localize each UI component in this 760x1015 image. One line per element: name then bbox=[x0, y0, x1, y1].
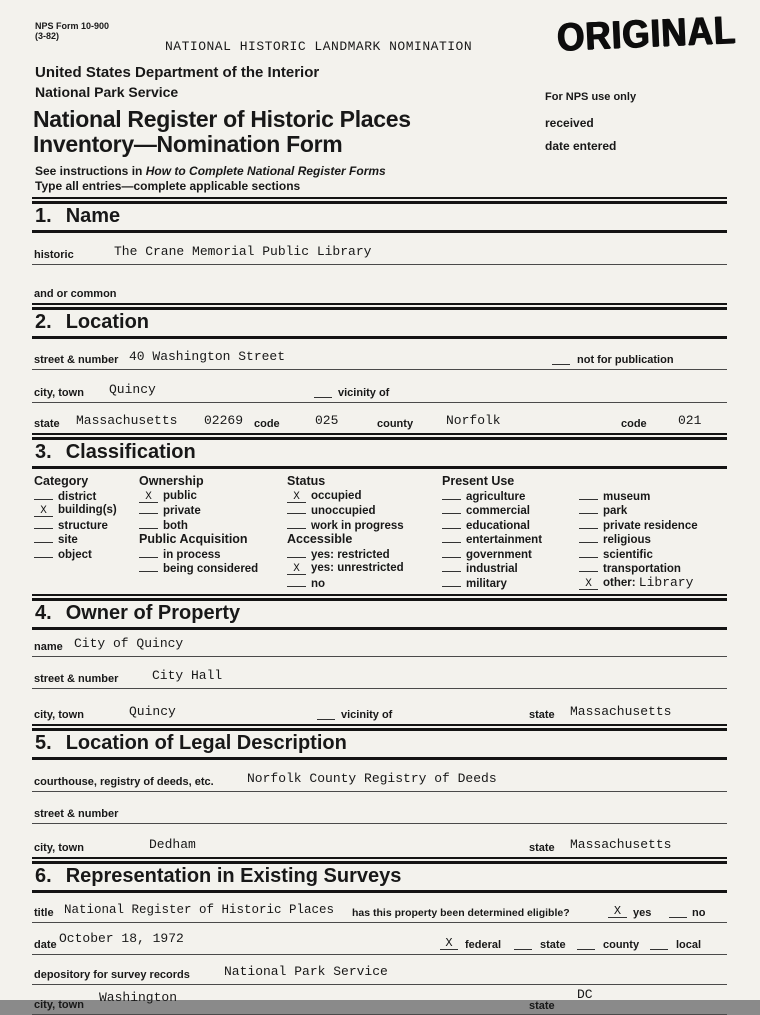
checkbox-commercial bbox=[442, 503, 461, 514]
label-yes-restricted: yes: restricted bbox=[311, 548, 390, 561]
field-state-county bbox=[32, 403, 727, 433]
section-number: 3. bbox=[35, 441, 52, 463]
section-title: Name bbox=[65, 205, 121, 227]
section-number: 1. bbox=[35, 205, 52, 227]
label-district: district bbox=[58, 490, 97, 503]
section-5-legal-heading bbox=[32, 724, 727, 760]
status-heading: Status bbox=[287, 474, 326, 488]
form-number bbox=[35, 21, 109, 41]
label-military: military bbox=[466, 577, 507, 590]
checkbox-structure bbox=[34, 518, 53, 529]
checkbox-private bbox=[139, 503, 158, 514]
vicinity-checkbox bbox=[317, 707, 335, 720]
not-for-publication-checkbox bbox=[552, 352, 570, 365]
field-city-town bbox=[32, 370, 727, 403]
ownership-heading: Ownership bbox=[139, 474, 204, 488]
column-spacer bbox=[579, 474, 698, 489]
not-for-publication-label: not for publication bbox=[577, 354, 674, 366]
class-item-scientific bbox=[579, 547, 698, 562]
eligible-yes-label: yes bbox=[633, 907, 652, 919]
checkbox-district bbox=[34, 489, 53, 500]
class-item-yes-restricted bbox=[287, 547, 404, 562]
section-title: Location of Legal Description bbox=[65, 732, 347, 754]
label-structure: structure bbox=[58, 519, 108, 532]
class-item-agriculture bbox=[442, 489, 542, 504]
name-value: City of Quincy bbox=[74, 636, 184, 651]
common-label: and or common bbox=[34, 288, 117, 300]
city-value: Quincy bbox=[109, 382, 156, 397]
checkbox-industrial bbox=[442, 561, 461, 572]
label-other: other: bbox=[603, 576, 636, 589]
section-1-name-heading bbox=[32, 197, 727, 233]
label-industrial: industrial bbox=[466, 563, 518, 575]
class-item-private-residence bbox=[579, 518, 698, 533]
section-4-owner-heading bbox=[32, 594, 727, 630]
present-use-column-1 bbox=[442, 474, 542, 590]
nps-use-only-label: For NPS use only bbox=[545, 91, 637, 103]
class-item-religious bbox=[579, 532, 698, 547]
section-number: 5. bbox=[35, 732, 52, 754]
local-option-label: local bbox=[676, 939, 702, 951]
label-being-considered: being considered bbox=[163, 563, 259, 575]
label-museum: museum bbox=[603, 490, 651, 503]
class-item-public bbox=[139, 489, 258, 504]
class-item-park bbox=[579, 503, 698, 518]
section-number: 2. bbox=[35, 311, 52, 333]
title-label: title bbox=[34, 907, 54, 919]
checkbox-transportation bbox=[579, 561, 598, 572]
instructions-prefix: See instructions in bbox=[35, 164, 146, 178]
label-private-residence: private residence bbox=[603, 519, 698, 532]
class-item-military bbox=[442, 576, 542, 591]
state-label: state bbox=[529, 709, 555, 721]
checkbox-buildings: X bbox=[34, 506, 53, 517]
form-header bbox=[0, 0, 760, 197]
field-courthouse bbox=[32, 760, 727, 792]
code2-label: code bbox=[621, 418, 647, 430]
form-number-line1: NPS Form 10-900 bbox=[35, 21, 110, 31]
label-private: private bbox=[163, 505, 201, 517]
eligible-yes-checkbox: X bbox=[608, 905, 627, 918]
state-option-label: state bbox=[540, 939, 566, 951]
street-value: 40 Washington Street bbox=[129, 349, 286, 364]
field-depository-city bbox=[32, 985, 727, 1015]
checkbox-scientific bbox=[579, 547, 598, 558]
checkbox-being-considered bbox=[139, 561, 158, 572]
section-title: Representation in Existing Surveys bbox=[65, 865, 402, 887]
checkbox-work-in-progress bbox=[287, 518, 306, 529]
state-value: Massachusetts bbox=[570, 837, 672, 852]
class-item-other bbox=[579, 576, 698, 591]
checkbox-yes-restricted bbox=[287, 547, 306, 558]
checkbox-occupied: X bbox=[287, 492, 306, 503]
instructions-line1 bbox=[35, 164, 386, 178]
checkbox-public: X bbox=[139, 492, 158, 503]
local-checkbox bbox=[650, 937, 668, 950]
class-item-government bbox=[442, 547, 542, 562]
class-item-in-process bbox=[139, 547, 258, 562]
city-label: city, town bbox=[34, 842, 84, 854]
classification-grid bbox=[32, 469, 727, 594]
class-item-object bbox=[34, 547, 117, 562]
code-value: 025 bbox=[315, 413, 339, 428]
state-label: state bbox=[529, 842, 555, 854]
city-value: Dedham bbox=[149, 837, 196, 852]
street-value: City Hall bbox=[152, 668, 223, 683]
class-item-both bbox=[139, 518, 258, 533]
checkbox-in-process bbox=[139, 547, 158, 558]
class-item-transportation bbox=[579, 561, 698, 576]
field-owner-street bbox=[32, 657, 727, 689]
checkbox-unoccupied bbox=[287, 503, 306, 514]
form-body bbox=[0, 197, 760, 1015]
section-3-classification-heading bbox=[32, 433, 727, 469]
class-item-structure bbox=[34, 518, 117, 533]
class-item-occupied bbox=[287, 489, 404, 504]
present-use-column-2 bbox=[579, 474, 698, 590]
instructions-manual-title: How to Complete National Register Forms bbox=[145, 164, 386, 178]
class-item-district bbox=[34, 489, 117, 504]
accessible-heading: Accessible bbox=[287, 532, 353, 546]
checkbox-no bbox=[287, 576, 306, 587]
vicinity-label: vicinity of bbox=[338, 387, 390, 399]
field-historic-name bbox=[32, 233, 727, 265]
other-value: Library bbox=[638, 574, 694, 590]
checkbox-yes-unrestricted: X bbox=[287, 564, 306, 575]
state-value: Massachusetts bbox=[570, 704, 672, 719]
state-value: DC bbox=[577, 987, 593, 1002]
class-item-unoccupied bbox=[287, 503, 404, 518]
public-acquisition-heading: Public Acquisition bbox=[139, 532, 248, 546]
class-item-educational bbox=[442, 518, 542, 533]
checkbox-military bbox=[442, 576, 461, 587]
section-number: 6. bbox=[35, 865, 52, 887]
date-entered-label: date entered bbox=[545, 139, 617, 153]
historic-label: historic bbox=[34, 249, 74, 261]
form-title-line2: Inventory—Nomination Form bbox=[33, 131, 343, 157]
label-commercial: commercial bbox=[466, 505, 530, 517]
section-number: 4. bbox=[35, 602, 52, 624]
class-item-yes-unrestricted bbox=[287, 561, 404, 576]
label-educational: educational bbox=[466, 519, 530, 532]
state-value: Massachusetts bbox=[76, 413, 178, 428]
section-2-location-heading bbox=[32, 303, 727, 339]
checkbox-entertainment bbox=[442, 532, 461, 543]
label-scientific: scientific bbox=[603, 548, 653, 561]
label-no: no bbox=[311, 577, 326, 590]
depository-label: depository for survey records bbox=[34, 969, 190, 981]
class-item-museum bbox=[579, 489, 698, 504]
eligible-no-label: no bbox=[692, 907, 706, 919]
city-value: Washington bbox=[99, 990, 178, 1005]
city-label: city, town bbox=[34, 387, 84, 399]
class-item-entertainment bbox=[442, 532, 542, 547]
field-legal-street bbox=[32, 792, 727, 824]
county-label: county bbox=[377, 418, 414, 430]
label-transportation: transportation bbox=[603, 563, 681, 575]
code2-value: 021 bbox=[678, 413, 702, 428]
zip-value: 02269 bbox=[204, 413, 244, 428]
checkbox-educational bbox=[442, 518, 461, 529]
name-label: name bbox=[34, 641, 63, 653]
category-heading: Category bbox=[34, 474, 89, 488]
checkbox-site bbox=[34, 532, 53, 543]
state-checkbox bbox=[514, 937, 532, 950]
class-item-commercial bbox=[442, 503, 542, 518]
checkbox-private-residence bbox=[579, 518, 598, 529]
form-title-line1: National Register of Historic Places bbox=[33, 106, 411, 132]
street-label: street & number bbox=[34, 673, 119, 685]
historic-value: The Crane Memorial Public Library bbox=[114, 244, 372, 259]
department-title: United States Department of the Interior bbox=[35, 64, 320, 81]
section-6-surveys-heading bbox=[32, 857, 727, 893]
vicinity-label: vicinity of bbox=[341, 709, 393, 721]
field-owner-city bbox=[32, 689, 727, 724]
federal-label: federal bbox=[465, 939, 502, 951]
label-buildings: building(s) bbox=[58, 504, 117, 516]
checkbox-religious bbox=[579, 532, 598, 543]
checkbox-park bbox=[579, 503, 598, 514]
county-checkbox bbox=[577, 937, 595, 950]
county-option-label: county bbox=[603, 939, 640, 951]
label-object: object bbox=[58, 548, 92, 561]
label-government: government bbox=[466, 548, 532, 561]
class-item-buildings bbox=[34, 503, 117, 518]
checkbox-object bbox=[34, 547, 53, 558]
state-label: state bbox=[529, 1000, 555, 1012]
eligible-question: has this property been determined eligible? bbox=[352, 907, 570, 919]
class-item-work-in-progress bbox=[287, 518, 404, 533]
class-item-site bbox=[34, 532, 117, 547]
landmark-nomination-heading: NATIONAL HISTORIC LANDMARK NOMINATION bbox=[165, 39, 473, 54]
city-value: Quincy bbox=[129, 704, 176, 719]
label-yes-unrestricted: yes: unrestricted bbox=[311, 562, 404, 574]
depository-value: National Park Service bbox=[224, 964, 388, 979]
field-common-name bbox=[32, 265, 727, 303]
label-agriculture: agriculture bbox=[466, 490, 526, 503]
street-label: street & number bbox=[34, 354, 119, 366]
county-value: Norfolk bbox=[446, 413, 501, 428]
section-title: Owner of Property bbox=[65, 602, 241, 624]
section-title: Location bbox=[65, 311, 150, 333]
ownership-column bbox=[139, 474, 258, 576]
label-in-process: in process bbox=[163, 548, 221, 561]
received-label: received bbox=[545, 116, 594, 130]
eligible-no-checkbox bbox=[669, 905, 687, 918]
class-item-industrial bbox=[442, 561, 542, 576]
vicinity-checkbox bbox=[314, 385, 332, 398]
code-label: code bbox=[254, 418, 280, 430]
class-item-no bbox=[287, 576, 404, 591]
date-value: October 18, 1972 bbox=[59, 931, 184, 946]
instructions-line2: Type all entries—complete applicable sections bbox=[35, 179, 301, 193]
agency-title: National Park Service bbox=[35, 84, 179, 100]
class-item-being-considered bbox=[139, 561, 258, 576]
label-religious: religious bbox=[603, 534, 651, 546]
class-item-private bbox=[139, 503, 258, 518]
label-occupied: occupied bbox=[311, 489, 362, 502]
checkbox-museum bbox=[579, 489, 598, 500]
label-public: public bbox=[163, 489, 197, 502]
courthouse-value: Norfolk County Registry of Deeds bbox=[247, 771, 497, 786]
category-column bbox=[34, 474, 117, 561]
title-value: National Register of Historic Places bbox=[64, 903, 335, 917]
field-survey-title bbox=[32, 893, 727, 923]
federal-checkbox: X bbox=[440, 937, 458, 950]
field-legal-city bbox=[32, 824, 727, 857]
checkbox-government bbox=[442, 547, 461, 558]
original-stamp: ORIGINAL bbox=[556, 8, 737, 60]
date-label: date bbox=[34, 939, 57, 951]
label-site: site bbox=[58, 534, 78, 546]
checkbox-other: X bbox=[579, 579, 598, 590]
label-unoccupied: unoccupied bbox=[311, 505, 376, 517]
field-survey-date bbox=[32, 923, 727, 955]
label-entertainment: entertainment bbox=[466, 534, 543, 546]
courthouse-label: courthouse, registry of deeds, etc. bbox=[34, 776, 214, 788]
state-label: state bbox=[34, 418, 60, 430]
section-title: Classification bbox=[65, 441, 196, 463]
field-street-number bbox=[32, 339, 727, 370]
status-column bbox=[287, 474, 404, 590]
label-both: both bbox=[163, 519, 188, 532]
form-number-line2: (3-82) bbox=[35, 31, 60, 41]
field-depository bbox=[32, 955, 727, 985]
present-use-heading: Present Use bbox=[442, 474, 515, 488]
checkbox-agriculture bbox=[442, 489, 461, 500]
label-work-in-progress: work in progress bbox=[311, 519, 404, 532]
city-label: city, town bbox=[34, 709, 84, 721]
checkbox-both bbox=[139, 518, 158, 529]
city-label: city, town bbox=[34, 999, 84, 1011]
field-owner-name bbox=[32, 630, 727, 657]
label-park: park bbox=[603, 505, 628, 517]
street-label: street & number bbox=[34, 808, 119, 820]
